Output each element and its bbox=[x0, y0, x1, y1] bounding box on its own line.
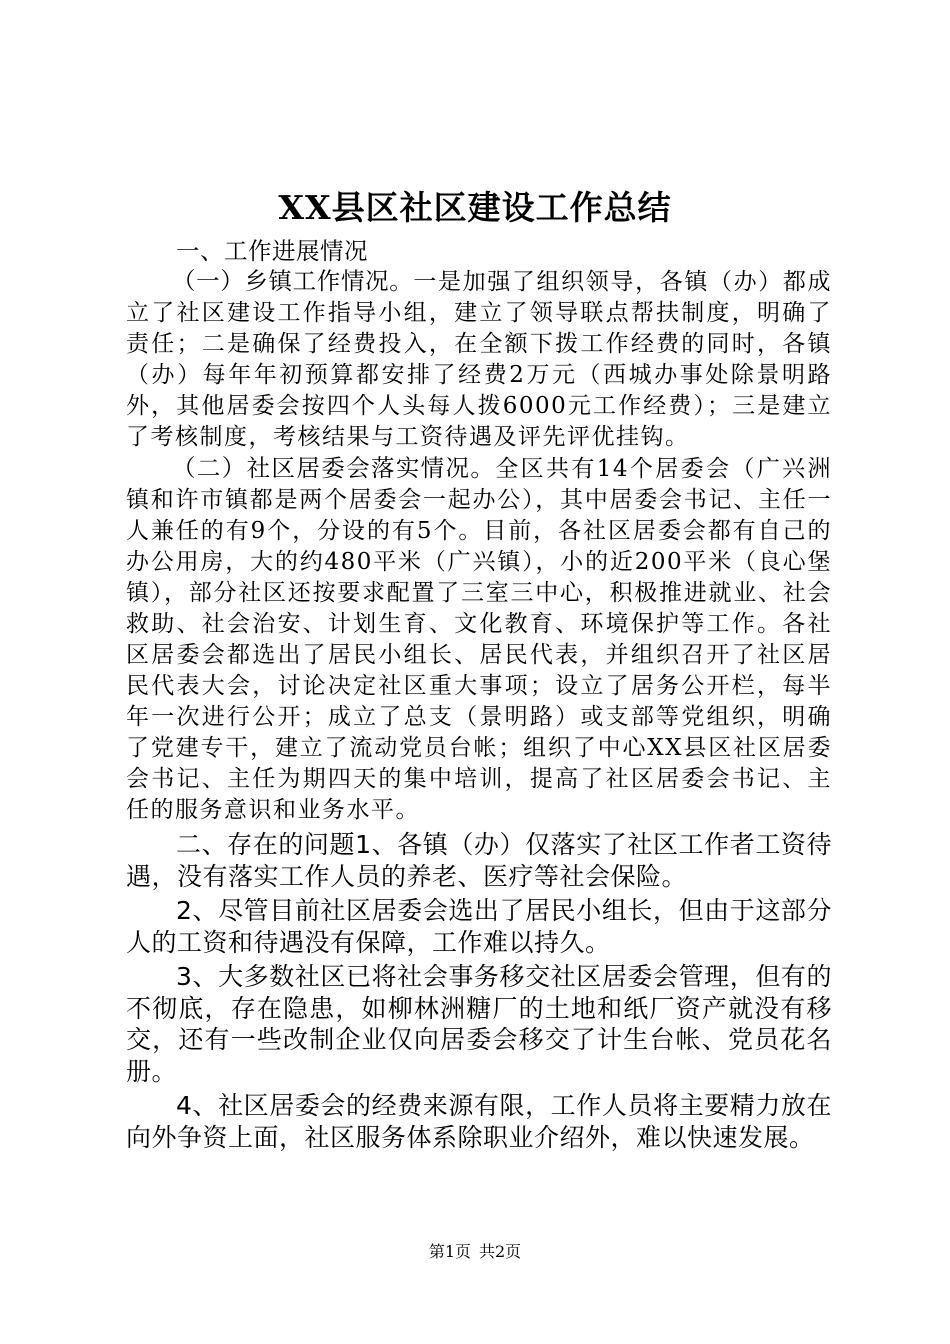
paragraph-lead-township: （一）乡镇工作情况。 bbox=[172, 267, 414, 295]
paragraph-text-township: 一是加强了组织领导，各镇（办）都成立了社区建设工作指导小组，建立了领导联点帮扶制度，明确了责任；二是确保了经费投入，在全额下拨工作经费的同时，各镇（办）每年年初预算都安排了经费2万元（西城办事处除景明路外，其他居委会按四个人头每人拨6000元工作经费）；三是建立了考核制度，考核结果与工资待遇及评先评优挂钩。 bbox=[126, 269, 833, 450]
document-title: XX县区社区建设工作总结 bbox=[278, 188, 672, 227]
document-body bbox=[126, 236, 832, 1153]
paragraph-township-work bbox=[126, 266, 832, 453]
page-footer bbox=[0, 1241, 950, 1263]
paragraph-community-committee bbox=[126, 453, 832, 826]
page-number: 第1页 bbox=[428, 1242, 471, 1261]
paragraph-problems-1: 二、存在的问题1、各镇（办）仅落实了社区工作者工资待遇，没有落实工作人员的养老、医疗等社会保险。 bbox=[126, 830, 832, 891]
paragraph-text-committee: 全区共有14个居委会（广兴洲镇和许市镇都是两个居委会一起办公），其中居委会书记、主任一人兼任的有9个，分设的有5个。目前，各社区居委会都有自己的办公用房，大的约480平米（广兴镇），小的近200平米（良心堡镇），部分社区还按要求配置了三室三中心，积极推进就业、社会救助、社会治安、计划生育、文化教育、环境保护等工作。各社区居委会都选出了居民小组长、居民代表，并组织召开了社区居民代表大会，讨论决定社区重大事项；设立了居务公开栏，每半年一次进行公开；成立了总支（景明路）或支部等党组织，明确了党建专干，建立了流动党员台帐；组织了中心XX县区社区居委会书记、主任为期四天的集中培训，提高了社区居委会书记、主任的服务意识和业务水平。 bbox=[126, 456, 832, 823]
paragraph-problems-4: 4、社区居委会的经费来源有限，工作人员将主要精力放在向外争资上面，社区服务体系除职业介绍外，难以快速发展。 bbox=[126, 1091, 832, 1152]
paragraph-problems-2: 2、尽管目前社区居委会选出了居民小组长，但由于这部分人的工资和待遇没有保障，工作难以持久。 bbox=[126, 896, 832, 957]
paragraph-lead-committee: （二）社区居委会落实情况。 bbox=[172, 454, 496, 482]
page-total: 共2页 bbox=[479, 1242, 522, 1261]
paragraph-problems-3: 3、大多数社区已将社会事务移交社区居委会管理，但有的不彻底，存在隐患，如柳林洲糖厂的土地和纸厂资产就没有移交，还有一些改制企业仅向居委会移交了计生台帐、党员花名册。 bbox=[126, 962, 832, 1086]
section-heading-progress: 一、工作进展情况 bbox=[176, 237, 368, 265]
